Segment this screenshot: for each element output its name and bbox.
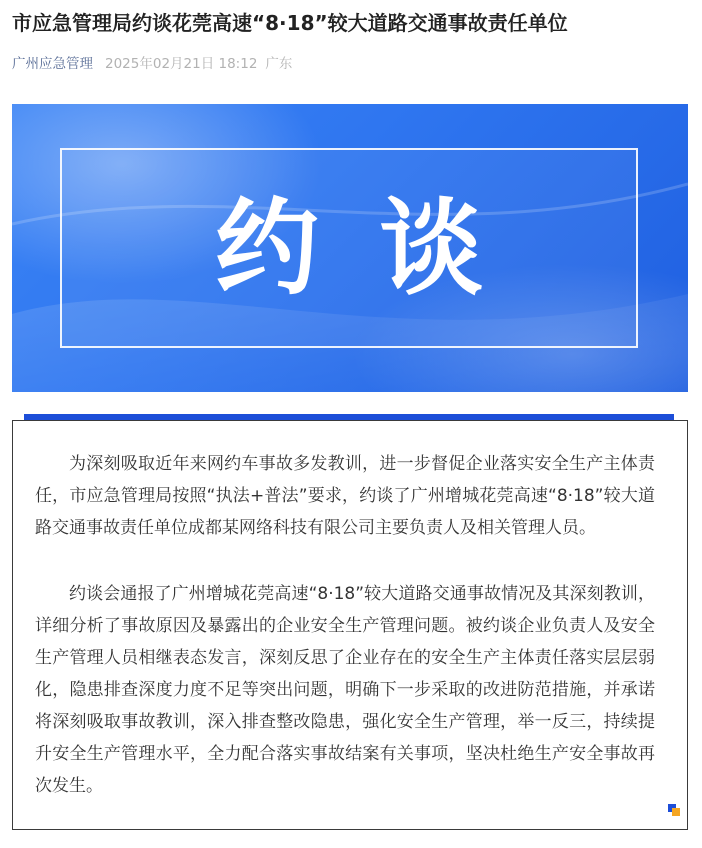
article-title: 市应急管理局约谈花莞高速“8·18”较大道路交通事故责任单位 [12,11,568,35]
article-meta [12,52,292,72]
source-account-link[interactable]: 广州应急管理 [12,56,93,72]
corner-decoration-icon [668,804,680,816]
banner-title: 约谈 [214,187,543,309]
body-paragraph-2: 约谈会通报了广州增城花莞高速“8·18”较大道路交通事故情况及其深刻教训，详细分析了事故原因及暴露出的企业安全生产管理问题。被约谈企业负责人及安全生产管理人员相继表态发言，深刻反思了企业存在的安全生产主体责任落实层层弱化，隐患排查深度力度不足等突出问题，明确下一步采取的改进防范措施，并承诺将深刻吸取事故教训，深入排查整改隐患，强化安全生产管理，举一反三，持续提升安全生产管理水平，全力配合落实事故结案有关事项，坚决杜绝生产安全事故再次发生。 [35,584,655,796]
publish-region: 广东 [265,56,293,72]
publish-date: 2025年02月21日 18:12 [105,56,258,72]
body-paragraph-1: 为深刻吸取近年来网约车事故多发教训，进一步督促企业落实安全生产主体责任，市应急管理局按照“执法+普法”要求，约谈了广州增城花莞高速“8·18”较大道路交通事故责任单位成都某网络科技有限公司主要负责人及相关管理人员。 [35,454,655,538]
